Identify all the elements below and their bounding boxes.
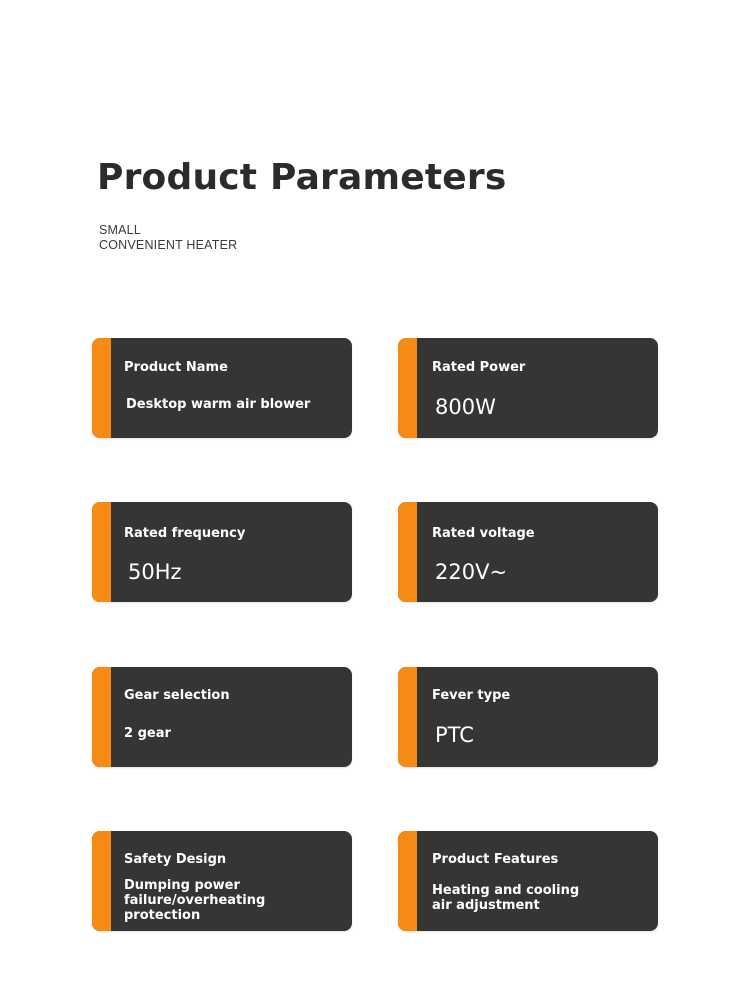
param-label: Rated Power <box>432 360 526 375</box>
card-accent-bar <box>92 502 111 602</box>
card-accent-bar <box>398 667 417 767</box>
page-subtitle <box>99 223 237 253</box>
param-card-safety-design <box>92 831 352 931</box>
page-title: Product Parameters <box>97 157 507 198</box>
param-label: Gear selection <box>124 688 230 703</box>
param-label: Rated voltage <box>432 526 535 541</box>
param-card-product-features <box>398 831 658 931</box>
param-label: Rated frequency <box>124 526 246 541</box>
param-value: 50Hz <box>128 560 182 584</box>
subtitle-line-1: SMALL <box>99 223 141 237</box>
param-label: Safety Design <box>124 852 227 867</box>
param-value: 800W <box>435 395 496 419</box>
param-card-rated-voltage <box>398 502 658 602</box>
param-value: 220V~ <box>435 560 508 584</box>
param-label: Product Features <box>432 852 559 867</box>
param-value: Desktop warm air blower <box>126 397 311 412</box>
param-label: Product Name <box>124 360 228 375</box>
subtitle-line-2: CONVENIENT HEATER <box>99 238 238 252</box>
param-card-gear-selection <box>92 667 352 767</box>
card-accent-bar <box>398 338 417 438</box>
param-card-fever-type <box>398 667 658 767</box>
param-value: Dumping power failure/overheating protection <box>124 878 266 923</box>
param-card-product-name <box>92 338 352 438</box>
card-accent-bar <box>398 831 417 931</box>
param-label: Fever type <box>432 688 511 703</box>
card-accent-bar <box>92 831 111 931</box>
param-value: Heating and cooling air adjustment <box>432 883 580 913</box>
param-card-rated-frequency <box>92 502 352 602</box>
param-card-rated-power <box>398 338 658 438</box>
card-accent-bar <box>398 502 417 602</box>
card-accent-bar <box>92 667 111 767</box>
card-accent-bar <box>92 338 111 438</box>
param-value: PTC <box>435 723 474 747</box>
param-value: 2 gear <box>124 726 171 741</box>
